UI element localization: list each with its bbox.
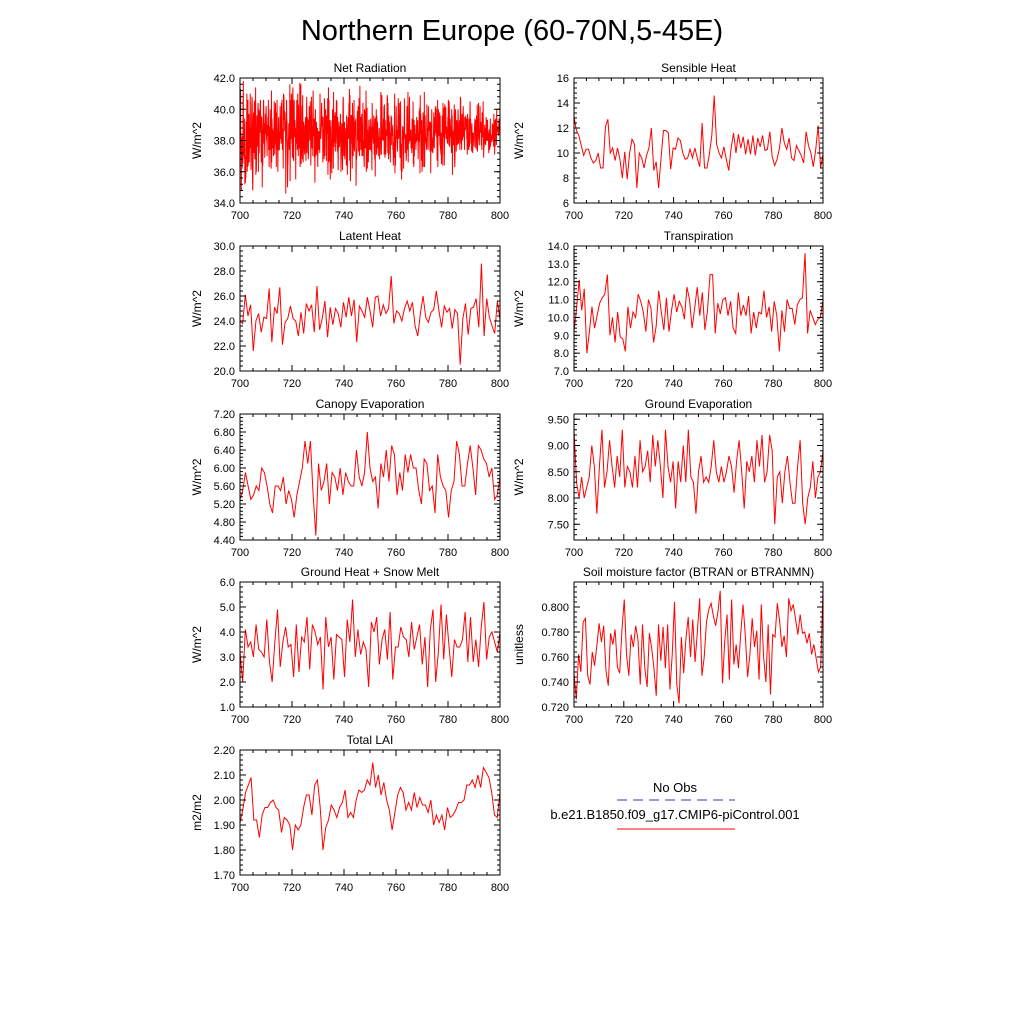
series-line (574, 96, 823, 189)
x-tick-label: 700 (564, 378, 584, 390)
y-axis-label: unitless (512, 624, 526, 665)
series-line (240, 81, 500, 193)
y-axis-label: W/m^2 (190, 290, 204, 327)
y-tick-label: 10 (556, 148, 569, 160)
series-line (240, 432, 500, 536)
plot-frame (574, 246, 823, 371)
y-tick-label: 12.0 (547, 276, 569, 289)
y-tick-label: 14.0 (547, 241, 569, 253)
x-tick-label: 740 (334, 210, 354, 222)
x-tick-label: 760 (714, 547, 733, 559)
y-tick-label: 8.00 (547, 493, 569, 505)
x-tick-label: 780 (764, 714, 783, 726)
y-tick-label: 0.760 (541, 652, 569, 664)
y-tick-label: 5.20 (213, 499, 235, 511)
x-tick-label: 720 (282, 714, 302, 726)
x-tick-label: 800 (490, 210, 510, 222)
x-tick-label: 760 (386, 210, 406, 222)
x-tick-label: 720 (282, 547, 302, 559)
x-tick-label: 720 (282, 378, 302, 390)
y-tick-label: 11.0 (548, 294, 569, 307)
x-tick-label: 800 (813, 378, 833, 390)
x-tick-label: 720 (614, 210, 633, 222)
x-tick-label: 800 (490, 547, 510, 559)
y-tick-label: 30.0 (213, 241, 235, 253)
panel-8 (512, 565, 832, 726)
y-tick-label: 13.0 (547, 258, 569, 271)
y-axis-label: W/m^2 (512, 458, 526, 496)
x-tick-label: 780 (438, 547, 458, 559)
x-tick-label: 740 (664, 547, 683, 559)
series-line (240, 600, 500, 690)
x-tick-label: 740 (334, 714, 354, 726)
y-tick-label: 22.0 (213, 341, 235, 353)
panel-title: Latent Heat (338, 229, 402, 243)
x-tick-label: 700 (230, 210, 250, 222)
panel-1 (190, 61, 509, 222)
x-tick-label: 760 (386, 714, 406, 726)
y-tick-label: 14 (556, 98, 569, 110)
x-tick-label: 760 (386, 378, 406, 390)
x-tick-label: 700 (564, 547, 584, 559)
x-tick-label: 800 (813, 547, 833, 559)
y-tick-label: 42.0 (213, 73, 235, 85)
y-tick-label: 1.90 (213, 820, 235, 832)
x-tick-label: 740 (664, 210, 683, 222)
panel-title: Ground Evaporation (644, 397, 753, 411)
y-tick-label: 2.20 (213, 745, 235, 757)
x-tick-label: 780 (438, 210, 458, 222)
x-tick-label: 780 (438, 378, 458, 390)
panel-title: Canopy Evaporation (315, 397, 425, 411)
y-axis-label: W/m^2 (512, 290, 526, 327)
x-tick-label: 800 (490, 378, 510, 390)
x-tick-label: 780 (438, 882, 458, 894)
y-tick-label: 8 (562, 173, 569, 185)
x-tick-label: 800 (490, 882, 510, 894)
x-tick-label: 780 (764, 547, 783, 559)
y-tick-label: 1.0 (219, 702, 235, 714)
y-tick-label: 2.00 (213, 795, 235, 807)
plot-frame (574, 78, 823, 203)
y-tick-label: 24.0 (213, 316, 235, 328)
x-tick-label: 700 (230, 714, 250, 726)
y-tick-label: 0.740 (541, 677, 569, 689)
y-tick-label: 16 (556, 73, 569, 85)
y-tick-label: 9.0 (553, 330, 569, 343)
y-axis-label: W/m^2 (190, 458, 204, 496)
y-tick-label: 6 (562, 198, 569, 210)
x-tick-label: 700 (230, 882, 250, 894)
series-line (574, 588, 823, 703)
y-tick-label: 0.800 (541, 602, 569, 614)
x-tick-label: 780 (764, 378, 783, 390)
y-tick-label: 6.0 (219, 577, 235, 589)
y-tick-label: 1.80 (213, 845, 235, 857)
panel-title: Net Radiation (333, 61, 407, 75)
y-axis-label: m2/m2 (190, 794, 204, 831)
y-axis-label: W/m^2 (190, 122, 204, 159)
legend (550, 780, 799, 829)
y-tick-label: 2.10 (213, 770, 235, 782)
x-tick-label: 740 (334, 378, 354, 390)
y-tick-label: 8.50 (547, 466, 569, 479)
panel-4 (512, 229, 832, 390)
y-tick-label: 4.40 (213, 535, 235, 547)
panel-7 (190, 565, 509, 726)
y-tick-label: 28.0 (213, 266, 235, 278)
series-line (240, 264, 500, 365)
x-tick-label: 760 (714, 210, 733, 222)
x-tick-label: 740 (664, 378, 683, 390)
y-tick-label: 6.40 (213, 445, 235, 457)
x-tick-label: 720 (614, 714, 633, 726)
series-line (240, 763, 500, 851)
panel-title: Transpiration (663, 229, 734, 243)
legend-model-label: b.e21.B1850.f09_g17.CMIP6-piControl.001 (550, 807, 800, 822)
y-tick-label: 4.0 (219, 627, 235, 639)
x-tick-label: 800 (813, 714, 833, 726)
x-tick-label: 720 (614, 547, 633, 559)
x-tick-label: 760 (714, 378, 733, 390)
series-line (574, 253, 823, 353)
y-tick-label: 38.0 (213, 135, 235, 148)
y-tick-label: 40.0 (213, 104, 235, 117)
panels (190, 61, 832, 894)
panel-5 (190, 397, 509, 559)
x-tick-label: 700 (564, 714, 584, 726)
x-tick-label: 720 (614, 378, 633, 390)
x-tick-label: 760 (386, 547, 406, 559)
y-tick-label: 5.60 (213, 481, 235, 493)
y-tick-label: 5.0 (219, 602, 235, 614)
x-tick-label: 700 (564, 210, 584, 222)
x-tick-label: 700 (230, 378, 250, 390)
y-tick-label: 8.0 (553, 348, 569, 361)
y-tick-label: 20.0 (213, 366, 235, 378)
x-tick-label: 740 (664, 714, 683, 726)
x-tick-label: 800 (490, 714, 510, 726)
panel-6 (512, 397, 832, 559)
panel-title: Total LAI (346, 733, 394, 747)
x-tick-label: 780 (438, 714, 458, 726)
y-tick-label: 0.780 (541, 627, 569, 639)
y-tick-label: 6.80 (213, 427, 235, 439)
y-axis-label: W/m^2 (512, 122, 526, 159)
y-tick-label: 9.50 (547, 414, 569, 427)
y-tick-label: 10.0 (547, 312, 569, 325)
y-tick-label: 9.00 (547, 440, 569, 453)
x-tick-label: 760 (714, 714, 733, 726)
figure-title: Northern Europe (60-70N,5-45E) (300, 15, 724, 47)
x-tick-label: 720 (282, 210, 302, 222)
y-tick-label: 7.50 (547, 519, 569, 532)
plot-frame (574, 582, 823, 707)
x-tick-label: 780 (764, 210, 783, 222)
y-tick-label: 36.0 (213, 166, 235, 179)
panel-3 (190, 229, 509, 390)
x-tick-label: 800 (813, 210, 833, 222)
y-tick-label: 6.00 (213, 463, 235, 475)
panel-title: Soil moisture factor (BTRAN or BTRANMN) (582, 565, 815, 579)
panel-2 (512, 61, 832, 222)
x-tick-label: 720 (282, 882, 302, 894)
y-tick-label: 4.80 (213, 517, 235, 529)
x-tick-label: 740 (334, 547, 354, 559)
panel-9 (190, 733, 509, 894)
y-tick-label: 12 (556, 123, 569, 135)
y-tick-label: 2.0 (219, 677, 235, 689)
panel-title: Ground Heat + Snow Melt (300, 565, 440, 579)
y-tick-label: 7.0 (553, 366, 569, 378)
y-tick-label: 7.20 (213, 409, 235, 421)
series-line (574, 430, 823, 525)
y-tick-label: 3.0 (219, 652, 235, 664)
x-tick-label: 700 (230, 547, 250, 559)
y-tick-label: 1.70 (213, 870, 235, 882)
legend-obs-label: No Obs (652, 780, 698, 795)
y-tick-label: 26.0 (213, 291, 235, 303)
y-tick-label: 34.0 (213, 198, 235, 210)
x-tick-label: 740 (334, 882, 354, 894)
y-axis-label: W/m^2 (190, 626, 204, 663)
x-tick-label: 760 (386, 882, 406, 894)
panel-title: Sensible Heat (661, 61, 736, 75)
y-tick-label: 0.720 (541, 702, 569, 714)
